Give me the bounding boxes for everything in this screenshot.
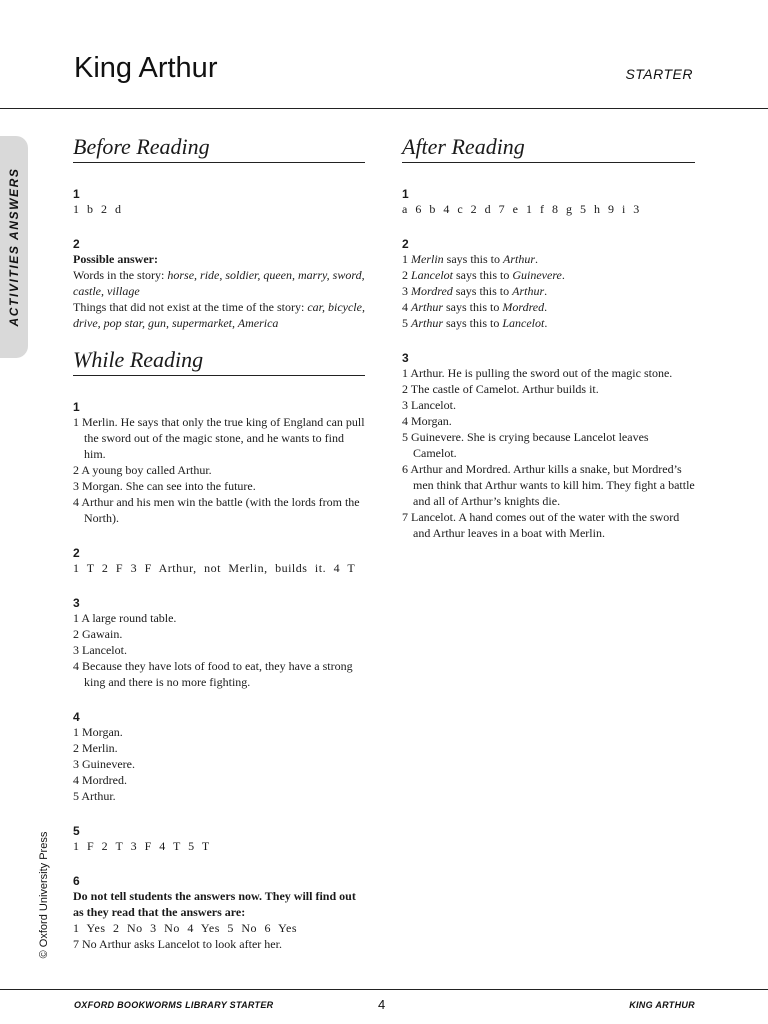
- question-number: 1: [73, 400, 80, 414]
- list-item: 4 Arthur and his men win the battle (with the lords from the North).: [73, 495, 360, 525]
- left-column: [73, 134, 365, 952]
- level-label: STARTER: [625, 66, 693, 82]
- teacher-note: Do not tell students the answers now. They will find out as they read that the answers are:: [73, 889, 356, 919]
- before-reading-heading: Before Reading: [73, 134, 365, 163]
- list-item: 2 The castle of Camelot. Arthur builds it.: [402, 382, 599, 396]
- list-item: 5 Arthur says this to Lancelot.: [402, 316, 548, 330]
- list-item: 2 Gawain.: [73, 627, 123, 641]
- list-item: 7 Lancelot. A hand comes out of the water with the sword and Arthur leaves in a boat with Merlin.: [402, 510, 680, 540]
- side-tab-label: ACTIVITIES ANSWERS: [7, 167, 21, 327]
- answer-line: 1 F 2 T 3 F 4 T 5 T: [73, 839, 210, 853]
- question-number: 3: [73, 596, 80, 610]
- list-item: 5 Arthur.: [73, 789, 116, 803]
- list-item: 2 Lancelot says this to Guinevere.: [402, 268, 565, 282]
- question-number: 2: [402, 237, 409, 251]
- list-item: 3 Guinevere.: [73, 757, 135, 771]
- question-number: 6: [73, 874, 80, 888]
- list-item: 3 Morgan. She can see into the future.: [73, 479, 256, 493]
- book-title-footer: KING ARTHUR: [629, 1000, 695, 1010]
- question-number: 3: [402, 351, 409, 365]
- list-item: 5 Guinevere. She is crying because Lancelot leaves Camelot.: [402, 430, 649, 460]
- list-item: 1 A large round table.: [73, 611, 177, 625]
- things-not-existing: Things that did not exist at the time of the story: car, bicycle, drive, pop star, gun, supermarket, America: [73, 300, 365, 330]
- list-item: 1 Morgan.: [73, 725, 123, 739]
- list-item: 4 Arthur says this to Mordred.: [402, 300, 548, 314]
- list-item: 4 Mordred.: [73, 773, 127, 787]
- question-number: 2: [73, 546, 80, 560]
- question-number: 2: [73, 237, 80, 251]
- footer-divider: [0, 989, 768, 990]
- list-item: 4 Morgan.: [402, 414, 452, 428]
- question-number: 5: [73, 824, 80, 838]
- answer-line: 1 Yes 2 No 3 No 4 Yes 5 No 6 Yes: [73, 921, 298, 935]
- page-title: King Arthur: [74, 52, 218, 84]
- answer-line: 1 T 2 F 3 F Arthur, not Merlin, builds it. 4 T: [73, 561, 356, 575]
- list-item: 3 Lancelot.: [73, 643, 127, 657]
- list-item: 2 A young boy called Arthur.: [73, 463, 212, 477]
- answer-line: 1 b 2 d: [73, 202, 122, 216]
- list-item: 1 Merlin says this to Arthur.: [402, 252, 539, 266]
- list-item: 1 Arthur. He is pulling the sword out of the magic stone.: [402, 366, 673, 380]
- right-column: [402, 134, 695, 541]
- list-item: 1 Merlin. He says that only the true king of England can pull the sword out of the magic stone, and he wants to find him.: [73, 415, 365, 461]
- possible-answer-label: Possible answer:: [73, 252, 158, 266]
- question-number: 1: [73, 187, 80, 201]
- words-in-story: Words in the story: horse, ride, soldier, queen, marry, sword, castle, village: [73, 268, 365, 298]
- list-item: 3 Mordred says this to Arthur.: [402, 284, 548, 298]
- answer-line: a 6 b 4 c 2 d 7 e 1 f 8 g 5 h 9 i 3: [402, 202, 640, 216]
- answer-line: 7 No Arthur asks Lancelot to look after her.: [73, 937, 282, 951]
- list-item: 6 Arthur and Mordred. Arthur kills a snake, but Mordred’s men think that Arthur wants to kill him. They fight a battle and all of Arthur’s knights die.: [402, 462, 695, 508]
- copyright-notice: © Oxford University Press: [38, 831, 50, 959]
- question-number: 4: [73, 710, 80, 724]
- list-item: 3 Lancelot.: [402, 398, 456, 412]
- list-item: 4 Because they have lots of food to eat, they have a strong king and there is no more fighting.: [73, 659, 353, 689]
- after-reading-heading: After Reading: [402, 134, 695, 163]
- header-divider: [0, 108, 768, 109]
- while-reading-heading: While Reading: [73, 347, 365, 376]
- page-number: 4: [378, 997, 386, 1012]
- question-number: 1: [402, 187, 409, 201]
- series-label: OXFORD BOOKWORMS LIBRARY STARTER: [74, 1000, 274, 1010]
- list-item: 2 Merlin.: [73, 741, 118, 755]
